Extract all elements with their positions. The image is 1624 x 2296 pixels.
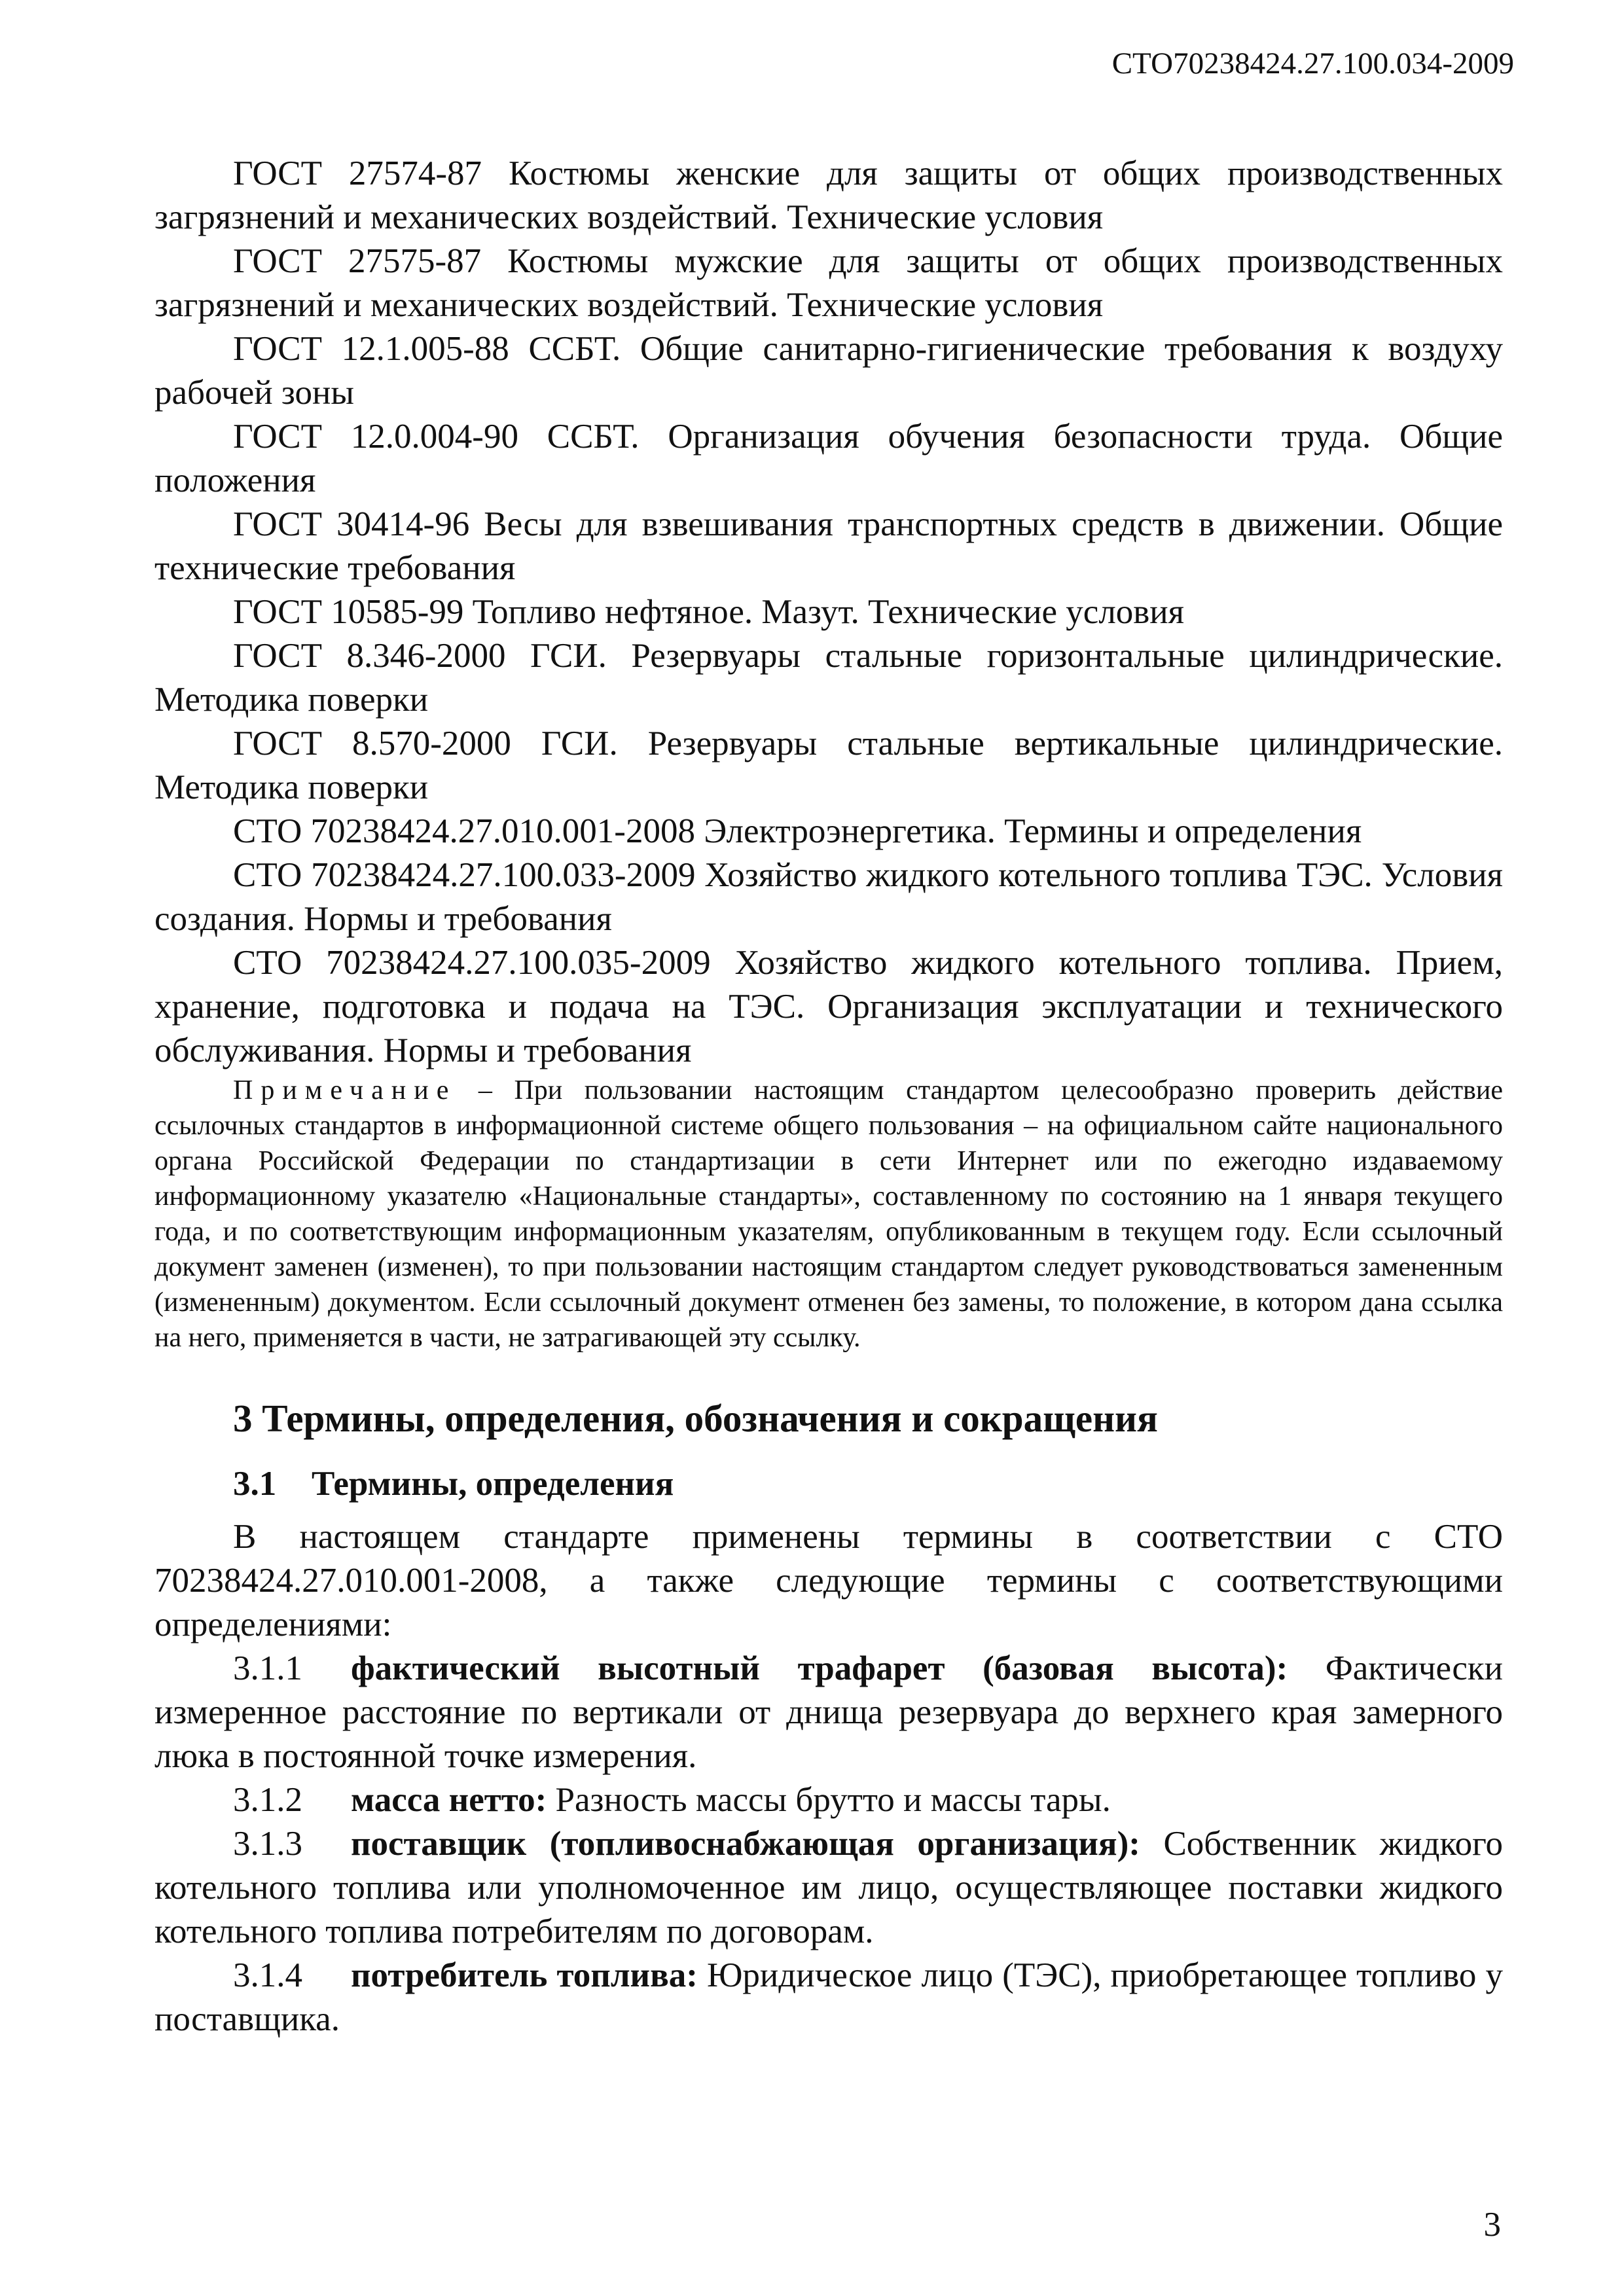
reference-item: СТО 70238424.27.100.035-2009 Хозяйство жидкого котельного топлива. Прием, хранение, подготовка и подача на ТЭС. Организация эксплуатации и технического обслуживания. Нормы и требования <box>154 944 1503 1069</box>
term-number: 3.1.3 <box>233 1825 302 1863</box>
term-definition: Юридическое лицо (ТЭС), приобретающее топливо у поставщика. <box>154 1956 1503 2038</box>
term-entry <box>154 1778 1503 1822</box>
reference-item: ГОСТ 8.570-2000 ГСИ. Резервуары стальные вертикальные цилиндрические. Методика поверки <box>154 725 1503 806</box>
term-entry <box>154 1954 1503 2041</box>
section-heading: 3 Термины, определения, обозначения и сокращения <box>233 1397 1158 1440</box>
subsection-number: 3.1 <box>233 1465 277 1503</box>
reference-item: ГОСТ 12.0.004-90 ССБТ. Организация обучения безопасности труда. Общие положения <box>154 418 1503 499</box>
note-paragraph <box>154 1073 1503 1355</box>
term-number: 3.1.1 <box>233 1649 302 1687</box>
document-code-header: СТО70238424.27.100.034-2009 <box>1111 46 1514 81</box>
reference-item: ГОСТ 8.346-2000 ГСИ. Резервуары стальные горизонтальные цилиндрические. Методика поверки <box>154 637 1503 719</box>
term-name: потребитель топлива: <box>351 1956 698 1994</box>
note-label: Примечание <box>233 1075 457 1105</box>
term-definition: Фактически измеренное расстояние по вертикали от днища резервуара до верхнего края замерного люка в постоянной точке измерения. <box>154 1649 1504 1775</box>
page-number: 3 <box>1483 2206 1501 2244</box>
note-text: – При пользовании настоящим стандартом целесообразно проверить действие ссылочных стандартов в информационной системе общего пользования – на официальном сайте национального органа Российской Федерации по стандартизации в сети Интернет или по ежегодно издаваемому информационному указателю «Национальные стандарты», составленному по состоянию на 1 января текущего года, и по соответствующим информационным указателям, опубликованным в текущем году. Если ссылочный документ заменен (изменен), то при пользовании настоящим стандартом следует руководствоваться замененным (измененным) документом. Если ссылочный документ отменен без замены, то положение, в котором дана ссылка на него, применяется в части, не затрагивающей эту ссылку. <box>154 1075 1503 1353</box>
subsection-title: Термины, определения <box>312 1465 674 1503</box>
reference-item: ГОСТ 10585-99 Топливо нефтяное. Мазут. Технические условия <box>233 593 1185 631</box>
reference-item: ГОСТ 27574-87 Костюмы женские для защиты от общих производственных загрязнений и механических воздействий. Технические условия <box>154 154 1503 236</box>
reference-item: ГОСТ 30414-96 Весы для взвешивания транспортных средств в движении. Общие технические требования <box>154 505 1503 587</box>
reference-item: СТО 70238424.27.010.001-2008 Электроэнергетика. Термины и определения <box>233 812 1362 850</box>
term-definition: Разность массы брутто и массы тары. <box>555 1781 1111 1819</box>
term-name: поставщик (топливоснабжающая организация): <box>351 1825 1140 1863</box>
term-name: фактический высотный трафарет (базовая высота): <box>351 1649 1288 1687</box>
term-entry <box>154 1647 1503 1778</box>
page-content <box>154 152 1503 2041</box>
terms-intro: В настоящем стандарте применены термины в соответствии с СТО 70238424.27.010.001-2008, а также следующие термины с соответствующими определениями: <box>154 1518 1503 1643</box>
reference-item: СТО 70238424.27.100.033-2009 Хозяйство жидкого котельного топлива ТЭС. Условия создания. Нормы и требования <box>154 856 1503 938</box>
term-number: 3.1.2 <box>233 1781 302 1819</box>
reference-item: ГОСТ 27575-87 Костюмы мужские для защиты от общих производственных загрязнений и механических воздействий. Технические условия <box>154 242 1503 324</box>
term-number: 3.1.4 <box>233 1956 302 1994</box>
term-definition: Собственник жидкого котельного топлива или уполномоченное им лицо, осуществляющее поставки жидкого котельного топлива потребителям по договорам. <box>154 1825 1503 1950</box>
subsection-heading <box>154 1460 1503 1507</box>
term-entry <box>154 1822 1503 1954</box>
reference-item: ГОСТ 12.1.005-88 ССБТ. Общие санитарно-гигиенические требования к воздуху рабочей зоны <box>154 330 1503 412</box>
term-name: масса нетто: <box>351 1781 547 1819</box>
